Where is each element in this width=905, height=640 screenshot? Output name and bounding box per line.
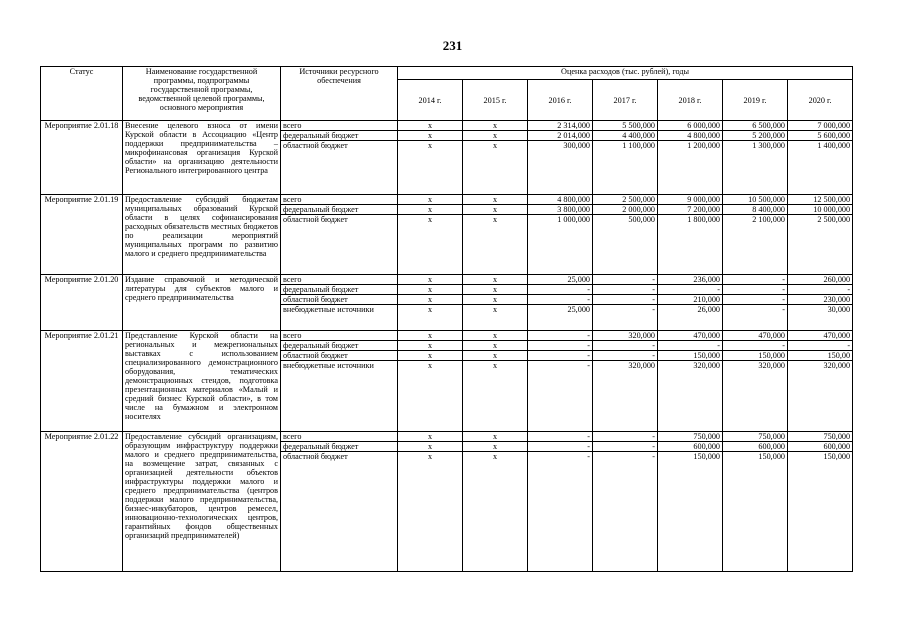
amount-cell: - xyxy=(528,341,593,351)
amount-cell: - xyxy=(528,361,593,432)
amount-cell: 10 000,000 xyxy=(788,205,853,215)
amount-cell: - xyxy=(528,452,593,572)
amount-cell: 5 600,000 xyxy=(788,131,853,141)
amount-cell: x xyxy=(463,195,528,205)
amount-cell: 210,000 xyxy=(658,295,723,305)
funding-source: всего xyxy=(281,195,398,205)
amount-cell: - xyxy=(528,285,593,295)
amount-cell: x xyxy=(463,351,528,361)
amount-cell: 5 500,000 xyxy=(593,121,658,131)
amount-cell: x xyxy=(463,205,528,215)
table-row xyxy=(41,121,853,131)
amount-cell: x xyxy=(398,442,463,452)
amount-cell: - xyxy=(723,295,788,305)
header-year: 2018 г. xyxy=(658,80,723,121)
amount-cell: 750,000 xyxy=(788,432,853,442)
amount-cell: 1 100,000 xyxy=(593,141,658,195)
amount-cell: 2 100,000 xyxy=(723,215,788,275)
funding-source: всего xyxy=(281,432,398,442)
header-year: 2019 г. xyxy=(723,80,788,121)
measure-status: Мероприятие 2.01.18 xyxy=(41,121,123,195)
amount-cell: 300,000 xyxy=(528,141,593,195)
amount-cell: 150,000 xyxy=(723,452,788,572)
amount-cell: 320,000 xyxy=(593,361,658,432)
measure-status: Мероприятие 2.01.19 xyxy=(41,195,123,275)
header-year: 2016 г. xyxy=(528,80,593,121)
measure-status: Мероприятие 2.01.20 xyxy=(41,275,123,331)
funding-source: областной бюджет xyxy=(281,351,398,361)
amount-cell: 600,000 xyxy=(658,442,723,452)
amount-cell: x xyxy=(463,452,528,572)
amount-cell: - xyxy=(528,331,593,341)
amount-cell: 1 300,000 xyxy=(723,141,788,195)
amount-cell: - xyxy=(723,285,788,295)
amount-cell: x xyxy=(398,141,463,195)
funding-source: федеральный бюджет xyxy=(281,442,398,452)
amount-cell: x xyxy=(398,432,463,442)
amount-cell: 4 800,000 xyxy=(528,195,593,205)
amount-cell: x xyxy=(398,361,463,432)
amount-cell: 150,000 xyxy=(788,452,853,572)
amount-cell: x xyxy=(463,275,528,285)
page-number: 231 xyxy=(442,38,463,53)
amount-cell: 2 500,000 xyxy=(788,215,853,275)
amount-cell: 470,000 xyxy=(658,331,723,341)
funding-source: внебюджетные источники xyxy=(281,305,398,331)
amount-cell: x xyxy=(463,432,528,442)
header-year: 2020 г. xyxy=(788,80,853,121)
amount-cell: x xyxy=(463,215,528,275)
amount-cell: 320,000 xyxy=(788,361,853,432)
funding-source: областной бюджет xyxy=(281,215,398,275)
amount-cell: x xyxy=(463,305,528,331)
amount-cell: 7 200,000 xyxy=(658,205,723,215)
amount-cell: - xyxy=(528,351,593,361)
amount-cell: x xyxy=(398,131,463,141)
amount-cell: - xyxy=(593,351,658,361)
amount-cell: x xyxy=(398,295,463,305)
amount-cell: x xyxy=(398,331,463,341)
measure-name: Представление Курской области на региональных и межрегиональных выставках с использованием специализированного демонстрационного оборудования, тематических демонстрационных стендов, подготовка презентационных материалов «Малый и средний бизнес Курской области», в том числе на бумажном и электронном носителях xyxy=(123,331,281,432)
amount-cell: - xyxy=(593,295,658,305)
amount-cell: 236,000 xyxy=(658,275,723,285)
amount-cell: - xyxy=(528,295,593,305)
amount-cell: - xyxy=(593,275,658,285)
header-year: 2015 г. xyxy=(463,80,528,121)
amount-cell: 30,000 xyxy=(788,305,853,331)
table-row xyxy=(41,275,853,285)
funding-source: внебюджетные источники xyxy=(281,361,398,432)
amount-cell: - xyxy=(723,305,788,331)
measure-name: Предоставление субсидий бюджетам муниципальных образований Курской области в целях софинансирования расходных обязательств местных бюджетов по реализации мероприятий муниципальных программ по развитию малого и среднего предпринимательства xyxy=(123,195,281,275)
funding-source: федеральный бюджет xyxy=(281,205,398,215)
funding-source: областной бюджет xyxy=(281,141,398,195)
amount-cell: x xyxy=(398,285,463,295)
amount-cell: 4 400,000 xyxy=(593,131,658,141)
amount-cell: 320,000 xyxy=(593,331,658,341)
funding-source: всего xyxy=(281,121,398,131)
amount-cell: x xyxy=(463,285,528,295)
amount-cell: 1 400,000 xyxy=(788,141,853,195)
header-name: Наименование государственной программы, подпрограммы государственной программы, ведомственной целевой программы, основного мероприятия xyxy=(123,67,281,121)
amount-cell: 7 000,000 xyxy=(788,121,853,131)
amount-cell: x xyxy=(463,131,528,141)
amount-cell: x xyxy=(398,121,463,131)
amount-cell: 5 200,000 xyxy=(723,131,788,141)
amount-cell: 1 200,000 xyxy=(658,141,723,195)
header-year: 2014 г. xyxy=(398,80,463,121)
amount-cell: - xyxy=(788,285,853,295)
amount-cell: 25,000 xyxy=(528,305,593,331)
amount-cell: 6 000,000 xyxy=(658,121,723,131)
amount-cell: - xyxy=(528,432,593,442)
amount-cell: x xyxy=(463,442,528,452)
header-estimate: Оценка расходов (тыс. рублей), годы xyxy=(398,67,853,80)
amount-cell: 1 800,000 xyxy=(658,215,723,275)
amount-cell: 150,000 xyxy=(658,351,723,361)
amount-cell: - xyxy=(528,442,593,452)
table-row xyxy=(41,331,853,341)
amount-cell: x xyxy=(398,305,463,331)
amount-cell: x xyxy=(398,195,463,205)
amount-cell: x xyxy=(398,351,463,361)
measure-status: Мероприятие 2.01.22 xyxy=(41,432,123,572)
amount-cell: 750,000 xyxy=(723,432,788,442)
amount-cell: 2 314,000 xyxy=(528,121,593,131)
amount-cell: 1 000,000 xyxy=(528,215,593,275)
amount-cell: - xyxy=(593,432,658,442)
amount-cell: 600,000 xyxy=(723,442,788,452)
amount-cell: x xyxy=(398,205,463,215)
amount-cell: - xyxy=(593,442,658,452)
amount-cell: x xyxy=(463,121,528,131)
amount-cell: - xyxy=(723,275,788,285)
amount-cell: 600,000 xyxy=(788,442,853,452)
measure-name: Предоставление субсидий организациям, образующим инфраструктуру поддержки малого и среднего предпринимательства, на возмещение затрат, связанных с организацией деятельности объектов инфраструктуры поддержки малого и среднего предпринимательства (центров поддержки малого предпринимательства, бизнес-инкубаторов, центров ремесел, инновационно-технологических центров, гарантийных фондов общественных организаций предпринимателей) xyxy=(123,432,281,572)
amount-cell: 25,000 xyxy=(528,275,593,285)
amount-cell: x xyxy=(398,341,463,351)
amount-cell: 470,000 xyxy=(788,331,853,341)
amount-cell: 26,000 xyxy=(658,305,723,331)
budget-table xyxy=(40,66,853,572)
amount-cell: 2 014,000 xyxy=(528,131,593,141)
amount-cell: x xyxy=(398,452,463,572)
amount-cell: 3 800,000 xyxy=(528,205,593,215)
funding-source: областной бюджет xyxy=(281,295,398,305)
measure-status: Мероприятие 2.01.21 xyxy=(41,331,123,432)
amount-cell: 260,000 xyxy=(788,275,853,285)
measure-name: Внесение целевого взноса от имени Курской области в Ассоциацию «Центр поддержки предпринимательства – микрофинансовая организация Курской области» на организацию деятельности Регионального интегрированного центра xyxy=(123,121,281,195)
table-body xyxy=(41,121,853,572)
amount-cell: 470,000 xyxy=(723,331,788,341)
amount-cell: 4 800,000 xyxy=(658,131,723,141)
header-sources: Источники ресурсного обеспечения xyxy=(281,67,398,121)
amount-cell: x xyxy=(463,141,528,195)
header-status: Статус xyxy=(41,67,123,121)
amount-cell: x xyxy=(398,215,463,275)
amount-cell: x xyxy=(463,331,528,341)
amount-cell: 150,00 xyxy=(788,351,853,361)
funding-source: федеральный бюджет xyxy=(281,131,398,141)
amount-cell: 230,000 xyxy=(788,295,853,305)
amount-cell: 6 500,000 xyxy=(723,121,788,131)
amount-cell: x xyxy=(463,295,528,305)
amount-cell: 2 000,000 xyxy=(593,205,658,215)
amount-cell: 500,000 xyxy=(593,215,658,275)
amount-cell: 150,000 xyxy=(658,452,723,572)
amount-cell: - xyxy=(788,341,853,351)
amount-cell: 10 500,000 xyxy=(723,195,788,205)
amount-cell: 8 400,000 xyxy=(723,205,788,215)
amount-cell: 320,000 xyxy=(658,361,723,432)
amount-cell: - xyxy=(593,305,658,331)
funding-source: областной бюджет xyxy=(281,452,398,572)
amount-cell: x xyxy=(463,361,528,432)
table-row xyxy=(41,195,853,205)
amount-cell: - xyxy=(593,341,658,351)
table-row xyxy=(41,432,853,442)
funding-source: всего xyxy=(281,275,398,285)
amount-cell: 150,000 xyxy=(723,351,788,361)
amount-cell: - xyxy=(658,285,723,295)
amount-cell: 750,000 xyxy=(658,432,723,442)
amount-cell: - xyxy=(593,285,658,295)
amount-cell: - xyxy=(723,341,788,351)
funding-source: федеральный бюджет xyxy=(281,285,398,295)
amount-cell: 2 500,000 xyxy=(593,195,658,205)
amount-cell: x xyxy=(398,275,463,285)
amount-cell: 9 000,000 xyxy=(658,195,723,205)
amount-cell: 12 500,000 xyxy=(788,195,853,205)
funding-source: всего xyxy=(281,331,398,341)
amount-cell: - xyxy=(593,452,658,572)
funding-source: федеральный бюджет xyxy=(281,341,398,351)
header-year: 2017 г. xyxy=(593,80,658,121)
amount-cell: x xyxy=(463,341,528,351)
amount-cell: - xyxy=(658,341,723,351)
amount-cell: 320,000 xyxy=(723,361,788,432)
measure-name: Издание справочной и методической литературы для субъектов малого и среднего предпринимательства xyxy=(123,275,281,331)
